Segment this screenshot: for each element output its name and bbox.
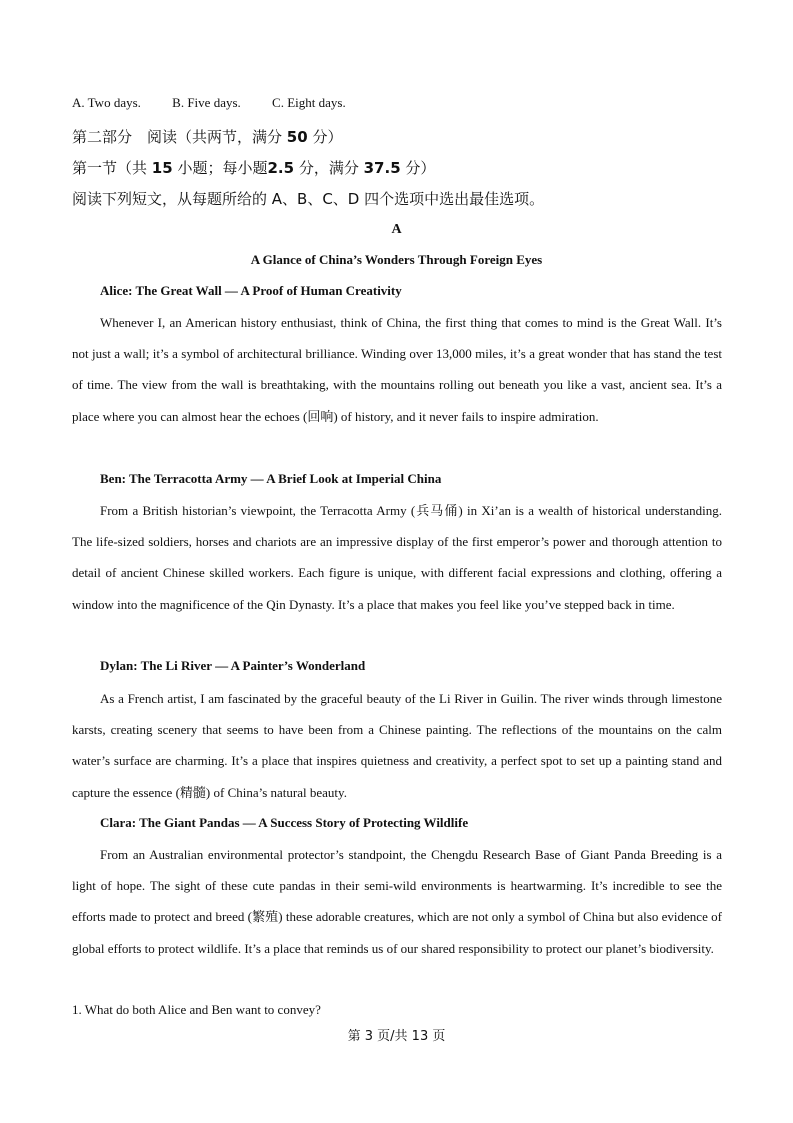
total-points: 37.5 (363, 159, 401, 177)
article-title: A Glance of China’s Wonders Through Foreign Eyes (250, 252, 543, 267)
instructions: 阅读下列短文，从每题所给的 A、B、C、D 四个选项中选出最佳选项。 (72, 190, 545, 208)
passage-label: A (391, 222, 402, 237)
paragraph-dylan: As a French artist, I am fascinated by the graceful beauty of the Li River in Guilin. The river winds through limestone karsts, creating scenery that seems to have been from a Chinese painting. The reflections of the mountains on the calm water’s surface are charming. It’s a place that inspires quietness and creativity, a perfect spot to set up a painting stand and capture the essence (精髓) of China’s natural beauty. (72, 691, 722, 800)
section-heading-ben: Ben: The Terracotta Army — A Brief Look at Imperial China (100, 471, 442, 486)
paragraph-ben: From a British historian’s viewpoint, the Terracotta Army (兵马俑) in Xi’an is a wealth of historical understanding. The life-sized soldiers, horses and chariots are an impressive display of the first emperor’s power and thorough attention to detail of ancient Chinese skilled workers. Each figure is unique, with different facial expressions and clothing, offering a window into the magnificence of the Qin Dynasty. It’s a place that makes you feel like you’ve stepped back in time. (72, 503, 722, 612)
option-b: B. Five days. (172, 95, 241, 110)
section-heading-alice: Alice: The Great Wall — A Proof of Human Creativity (100, 283, 402, 298)
part-title-text: 第二部分 阅读（共两节，满分 (72, 128, 283, 146)
part-title-suffix: 分） (312, 128, 343, 146)
paragraph-clara: From an Australian environmental protector’s standpoint, the Chengdu Research Base of Giant Panda Breeding is a light of hope. The sight of these cute pandas in their semi-wild environments is heartwarming. It’s incredible to see the efforts made to protect and breed (繁殖) these adorable creatures, which are not only a symbol of China but also evidence of global efforts to protect wildlife. It’s a place that reminds us of our shared responsibility to protect our planet’s biodiversity. (72, 847, 722, 956)
section-heading-clara: Clara: The Giant Pandas — A Success Story of Protecting Wildlife (100, 815, 469, 830)
section-title-mid2: 分，满分 (298, 159, 359, 177)
option-a: A. Two days. (72, 95, 141, 110)
part-title (72, 126, 342, 147)
section-body-ben (72, 495, 722, 620)
section-title-mid1: 小题；每小题 (177, 159, 268, 177)
option-c: C. Eight days. (272, 95, 346, 110)
page-footer: 第 3 页/共 13 页 (347, 1029, 446, 1044)
section-title-prefix: 第一节（共 (72, 159, 148, 177)
section-body-clara (72, 839, 722, 964)
section-body-dylan (72, 683, 722, 808)
answer-options-row (72, 95, 346, 111)
section-title (72, 157, 435, 178)
question-1: 1. What do both Alice and Ben want to convey? (72, 1002, 321, 1017)
section-title-suffix: 分） (405, 159, 436, 177)
question-count: 15 (151, 159, 173, 177)
part-title-score: 50 (286, 128, 308, 146)
section-heading-dylan: Dylan: The Li River — A Painter’s Wonderland (100, 658, 366, 673)
section-body-alice (72, 307, 722, 432)
paragraph-alice: Whenever I, an American history enthusiast, think of China, the first thing that comes to mind is the Great Wall. It’s not just a wall; it’s a symbol of architectural brilliance. Winding over 13,000 miles, it’s a great wonder that has stand the test of time. The view from the wall is breathtaking, with the mountains rolling out beneath you like a vast, ancient sea. It’s a place where you can almost hear the echoes (回响) of history, and it never fails to inspire admiration. (72, 315, 722, 424)
points-per-question: 2.5 (267, 159, 295, 177)
